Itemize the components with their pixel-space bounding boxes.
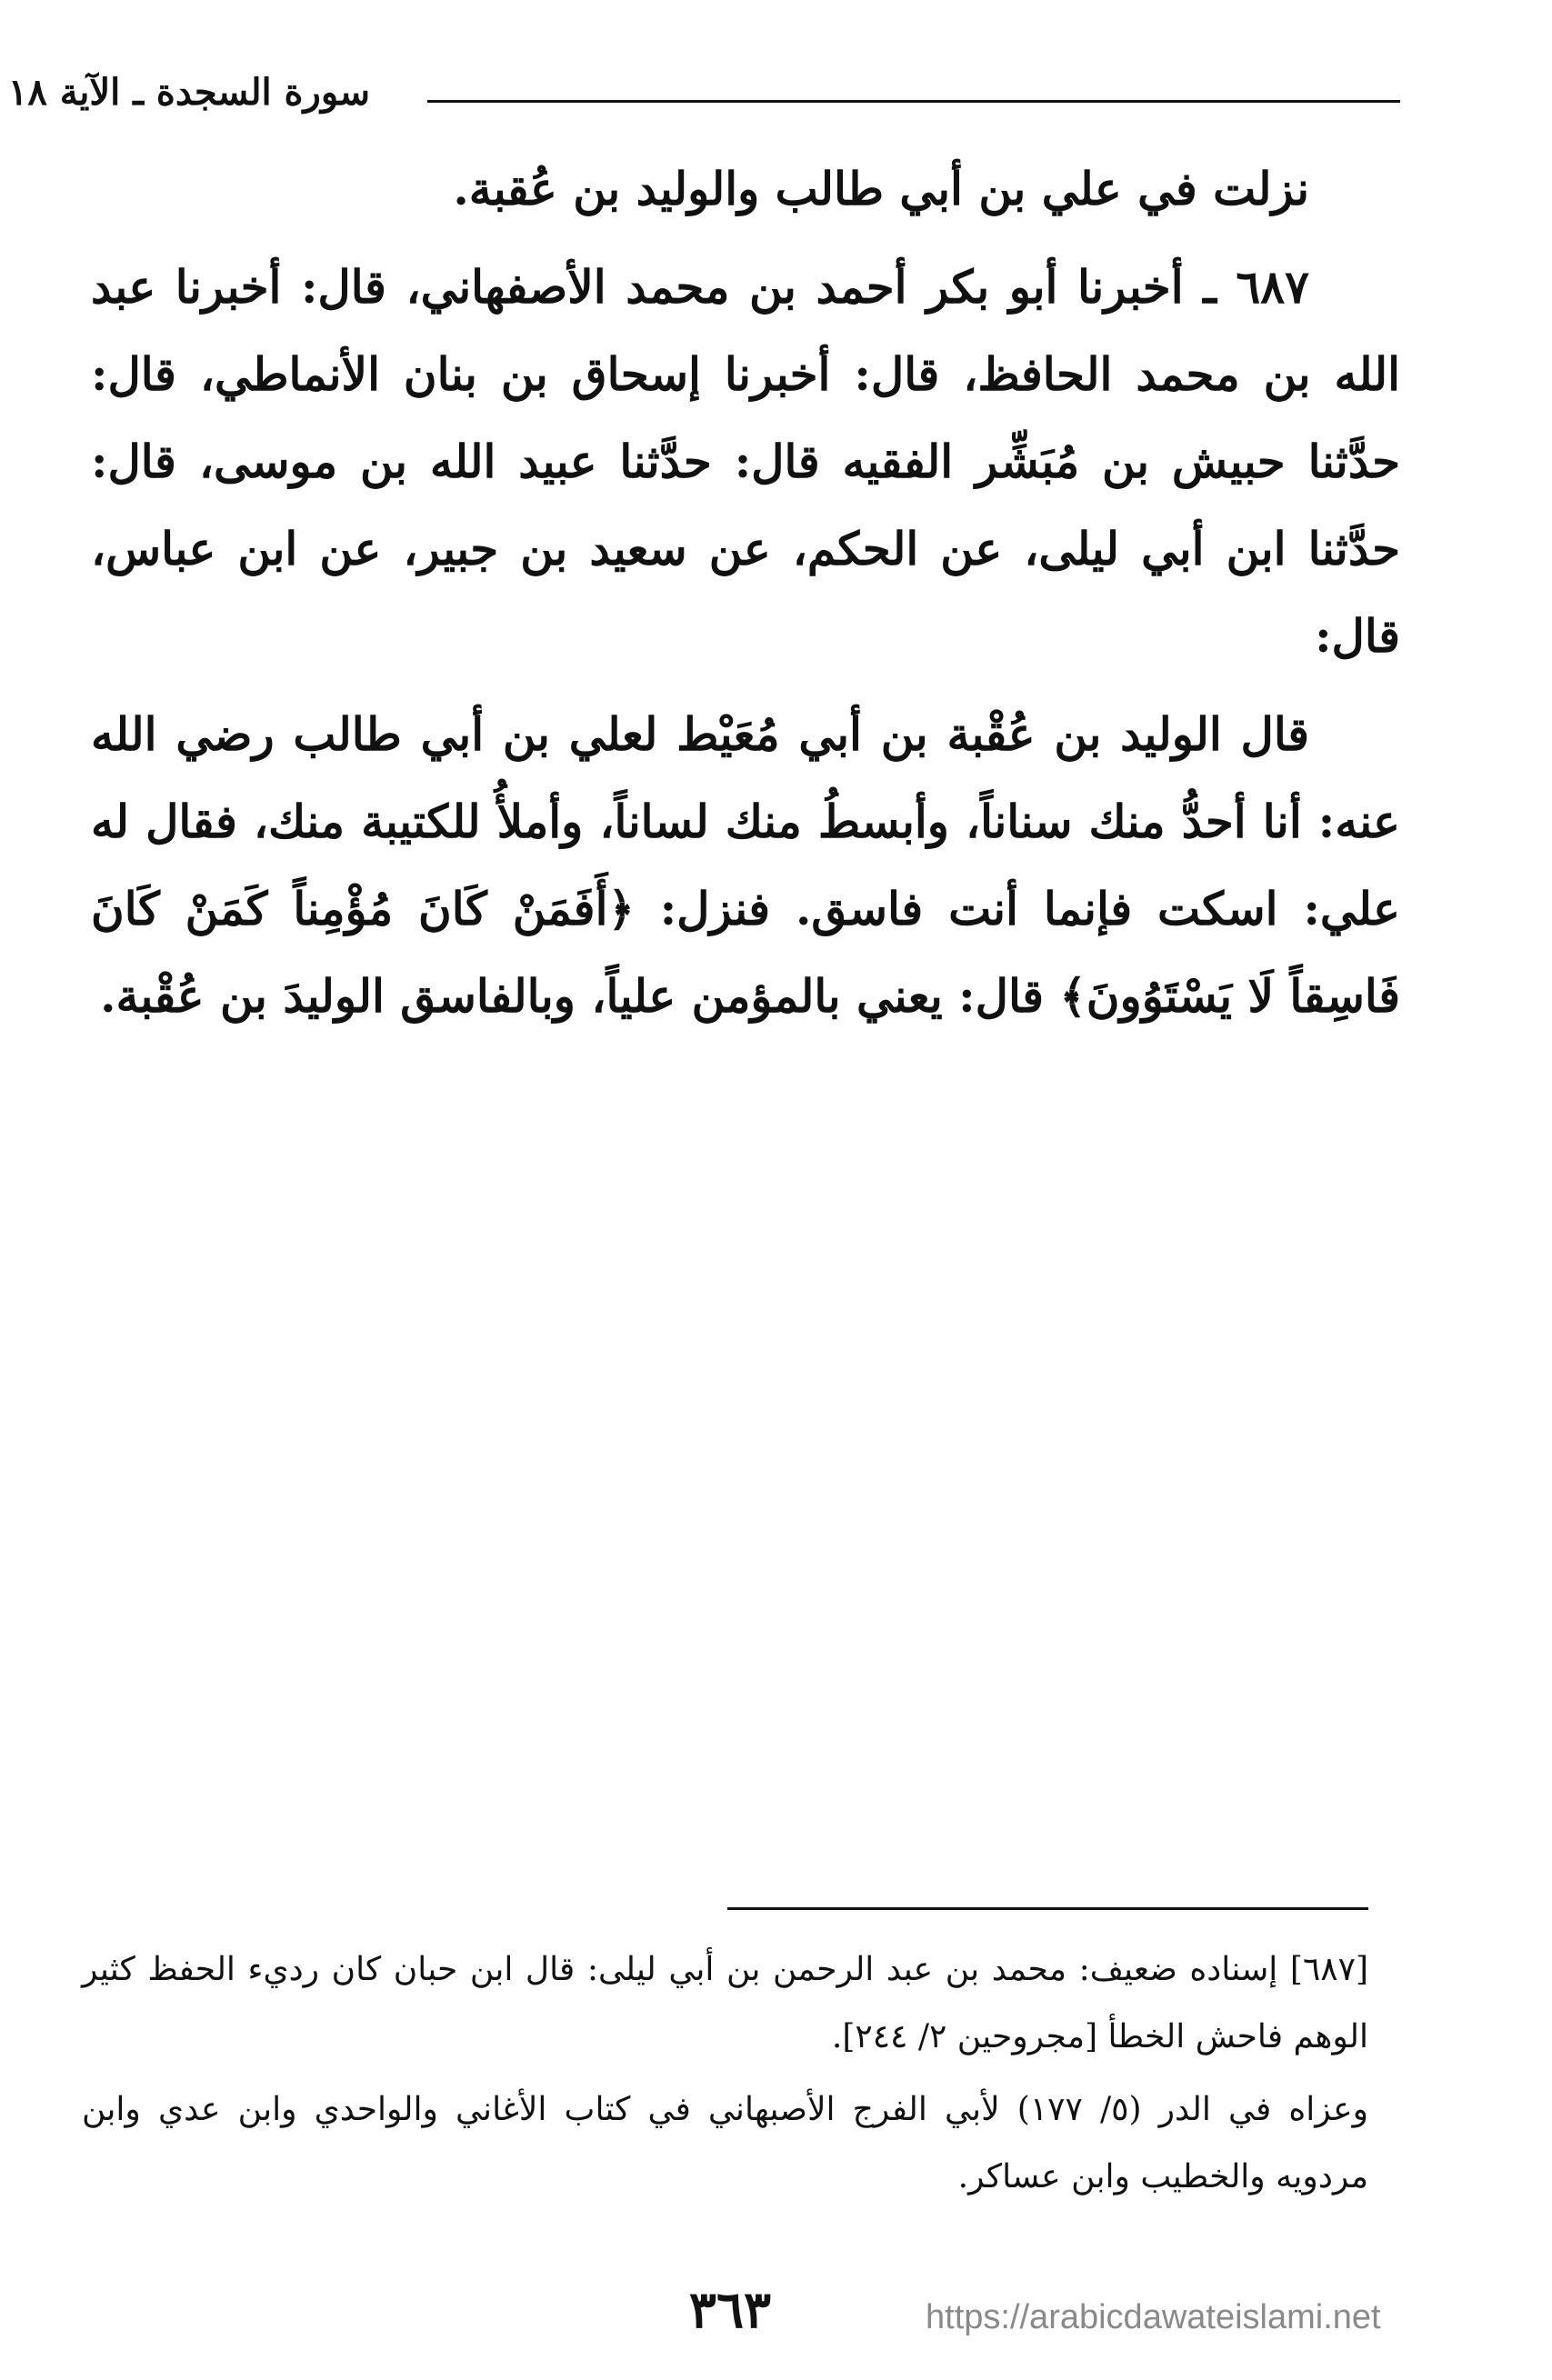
- page-number: ٣٦٣: [688, 2280, 772, 2340]
- footnotes: [82, 1936, 1368, 2216]
- story-text-part2: قال: يعني بالمؤمن علياً، وبالفاسق الوليدَ بن عُقْبة.: [100, 969, 1045, 1023]
- body-paragraph-2: ٦٨٧ ـ أخبرنا أبو بكر أحمد بن محمد الأصفهاني، قال: أخبرنا عبد الله بن محمد الحافظ، قال: أخبرنا إسحاق بن بنان الأنماطي، قال: حدَّثنا حبيش بن مُبَشِّر الفقيه قال: حدَّثنا عبيد الله بن موسى، قال: حدَّثنا ابن أبي ليلى، عن الحكم، عن سعيد بن جبير، عن ابن عباس، قال:: [91, 260, 1400, 663]
- body-paragraph-3: [91, 691, 1400, 1040]
- story-text-part1: قال الوليد بن عُقْبة بن أبي مُعَيْط لعلي بن أبي طالب رضي الله عنه: أنا أحدُّ منك سناناً، وأبسطُ منك لساناً، وأملأُ للكتيبة منك، فقال له علي: اسكت فإنما أنت فاسق. فنزل:: [91, 707, 1400, 935]
- header-rule: [427, 100, 1400, 103]
- watermark-url: https://arabicdawateislami.net: [926, 2298, 1381, 2336]
- footnote-divider: [727, 1907, 1368, 1910]
- body-paragraph-1: نزلت في علي بن أبي طالب والوليد بن عُقبة.: [453, 162, 1309, 215]
- footnote-2: وعزاه في الدر (٥/ ١٧٧) لأبي الفرج الأصبهاني في كتاب الأغاني والواحدي وابن عدي وابن مردويه والخطيب وابن عساكر.: [82, 2091, 1368, 2195]
- quran-verse: ﴿أَفَمَنْ كَانَ مُؤْمِناً كَمَنْ كَانَ فَاسِقاً لَا يَسْتَوُونَ﴾: [91, 882, 1400, 1023]
- main-body: [91, 145, 1400, 1051]
- header-title: سورة السجدة ـ الآية ١٨: [7, 71, 370, 114]
- running-header: [7, 64, 1400, 136]
- footnote-1: [٦٨٧] إسناده ضعيف: محمد بن عبد الرحمن بن أبي ليلى: قال ابن حبان كان رديء الحفظ كثير الوهم فاحش الخطأ [مجروحين ٢/ ٢٤٤].: [82, 1951, 1368, 2055]
